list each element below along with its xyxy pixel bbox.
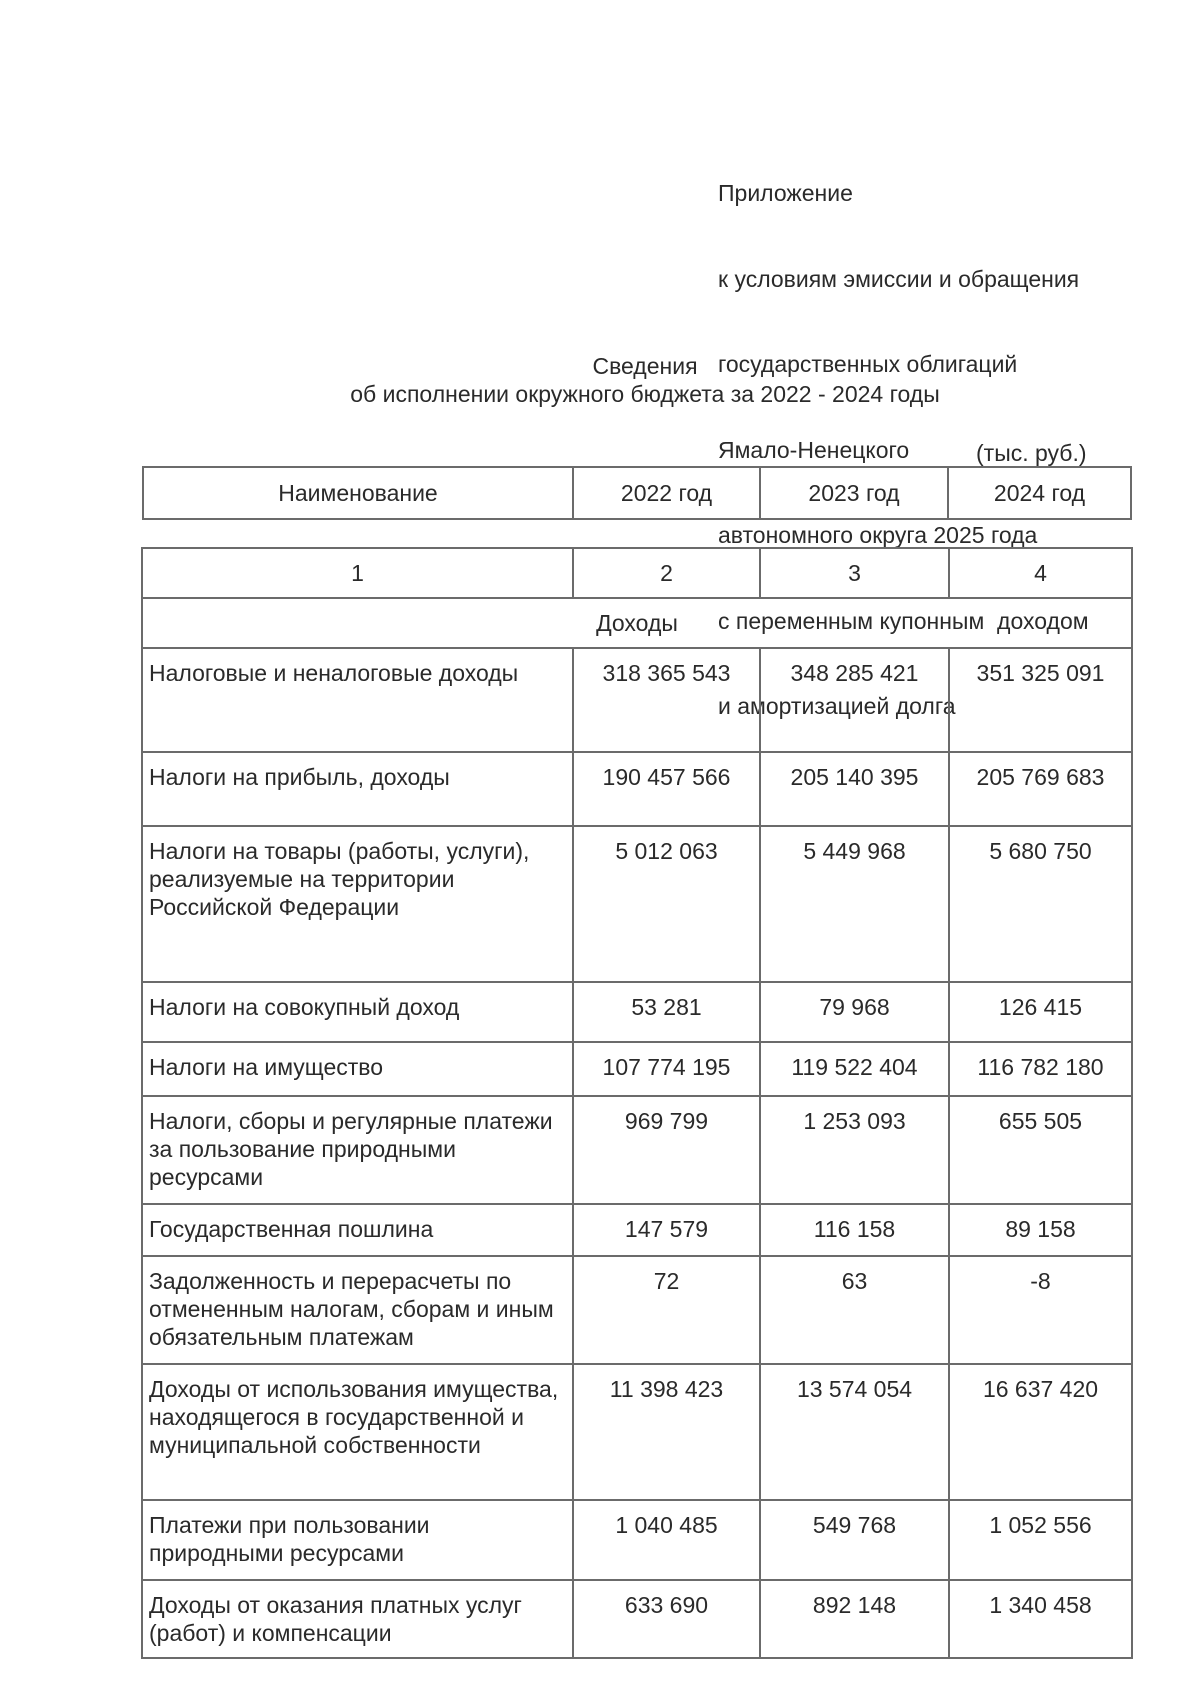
section-title: Доходы — [142, 598, 1132, 648]
value-2022: 53 281 — [573, 982, 760, 1042]
value-2024: 116 782 180 — [949, 1042, 1132, 1096]
table-row — [142, 752, 1132, 826]
value-2023: 1 253 093 — [760, 1096, 949, 1204]
appendix-line: автономного округа 2025 года — [718, 522, 1038, 548]
appendix-line: Ямало-Ненецкого — [718, 436, 910, 463]
value-2023: 13 574 054 — [760, 1364, 949, 1500]
row-name: Налоги на прибыль, доходы — [142, 752, 573, 826]
value-2024: 16 637 420 — [949, 1364, 1132, 1500]
row-name: Задолженность и перерасчеты по отмененным налогам, сборам и иным обязательным платежам — [142, 1256, 573, 1364]
column-number: 1 — [142, 548, 573, 598]
appendix-line: Приложение — [718, 180, 853, 206]
value-2023: 119 522 404 — [760, 1042, 949, 1096]
value-2022: 147 579 — [573, 1204, 760, 1256]
appendix-line: с переменным купонным доходом — [718, 607, 1089, 634]
value-2022: 5 012 063 — [573, 826, 760, 982]
value-2023: 116 158 — [760, 1204, 949, 1256]
value-2023: 549 768 — [760, 1500, 949, 1580]
header-row — [143, 467, 1131, 519]
appendix-line: и амортизацией долга — [718, 693, 956, 719]
header-2023: 2023 год — [760, 467, 948, 519]
header-name: Наименование — [143, 467, 573, 519]
budget-table — [141, 547, 1133, 1659]
appendix-line: государственных облигаций — [718, 351, 1018, 377]
value-2022: 318 365 543 — [573, 648, 760, 752]
row-name: Налоговые и неналоговые доходы — [142, 648, 573, 752]
row-name: Налоги, сборы и регулярные платежи за пользование природными ресурсами — [142, 1096, 573, 1204]
value-2022: 969 799 — [573, 1096, 760, 1204]
document-subtitle: об исполнении окружного бюджета за 2022 - 2024 годы — [350, 381, 940, 407]
column-number: 3 — [760, 548, 949, 598]
value-2024: 1 052 556 — [949, 1500, 1132, 1580]
value-2023: 892 148 — [760, 1580, 949, 1658]
table-row — [142, 1204, 1132, 1256]
header-table — [142, 466, 1132, 520]
value-2022: 11 398 423 — [573, 1364, 760, 1500]
table-row — [142, 1256, 1132, 1364]
column-number-row — [142, 548, 1132, 598]
row-name: Платежи при пользовании природными ресурсами — [142, 1500, 573, 1580]
value-2024: 5 680 750 — [949, 826, 1132, 982]
table-row — [142, 982, 1132, 1042]
row-name: Налоги на имущество — [142, 1042, 573, 1096]
table-row — [142, 648, 1132, 752]
value-2024: -8 — [949, 1256, 1132, 1364]
value-2022: 107 774 195 — [573, 1042, 760, 1096]
value-2023: 79 968 — [760, 982, 949, 1042]
table-row — [142, 1096, 1132, 1204]
row-name: Доходы от оказания платных услуг (работ) и компенсации — [142, 1580, 573, 1658]
table-row — [142, 1580, 1132, 1658]
section-row — [142, 598, 1132, 648]
table-row — [142, 826, 1132, 982]
value-2024: 126 415 — [949, 982, 1132, 1042]
appendix-line: к условиям эмиссии и обращения — [718, 265, 1080, 292]
document-title: Сведения — [592, 353, 698, 379]
value-2023: 205 140 395 — [760, 752, 949, 826]
value-2023: 63 — [760, 1256, 949, 1364]
value-2024: 1 340 458 — [949, 1580, 1132, 1658]
value-2022: 72 — [573, 1256, 760, 1364]
unit-label: (тыс. руб.) — [976, 440, 1087, 466]
column-number: 4 — [949, 548, 1132, 598]
value-2022: 1 040 485 — [573, 1500, 760, 1580]
row-name: Государственная пошлина — [142, 1204, 573, 1256]
row-name: Налоги на совокупный доход — [142, 982, 573, 1042]
value-2024: 351 325 091 — [949, 648, 1132, 752]
table-row — [142, 1042, 1132, 1096]
value-2024: 89 158 — [949, 1204, 1132, 1256]
column-number: 2 — [573, 548, 760, 598]
value-2022: 190 457 566 — [573, 752, 760, 826]
header-2022: 2022 год — [573, 467, 760, 519]
table-row — [142, 1364, 1132, 1500]
value-2024: 205 769 683 — [949, 752, 1132, 826]
row-name: Налоги на товары (работы, услуги), реализуемые на территории Российской Федерации — [142, 826, 573, 982]
value-2023: 348 285 421 — [760, 648, 949, 752]
row-name: Доходы от использования имущества, находящегося в государственной и муниципальной собственности — [142, 1364, 573, 1500]
table-row — [142, 1500, 1132, 1580]
header-2024: 2024 год — [948, 467, 1131, 519]
value-2023: 5 449 968 — [760, 826, 949, 982]
value-2024: 655 505 — [949, 1096, 1132, 1204]
value-2022: 633 690 — [573, 1580, 760, 1658]
